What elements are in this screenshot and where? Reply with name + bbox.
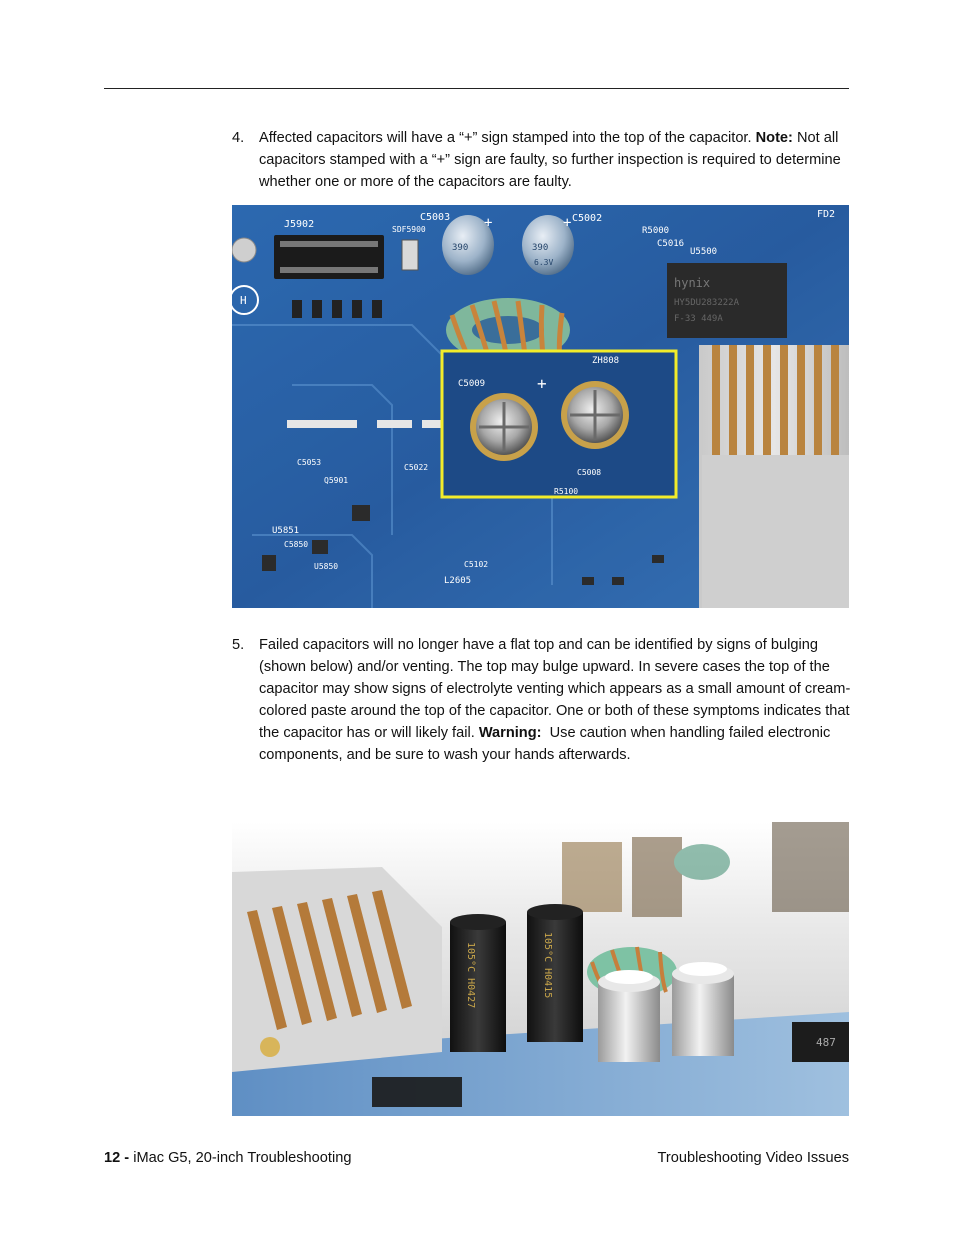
capacitor-c5009	[470, 393, 538, 461]
bulging-capacitor-right	[672, 962, 734, 1056]
footer-left	[104, 1150, 351, 1166]
ic-chip	[372, 1077, 462, 1107]
step-4	[232, 127, 852, 193]
svg-text:390: 390	[452, 243, 469, 253]
doc-title: iMac G5, 20-inch Troubleshooting	[133, 1150, 352, 1166]
svg-text:U5851: U5851	[272, 526, 300, 536]
failed-capacitors-photo	[232, 822, 849, 1116]
connector	[792, 1022, 849, 1062]
svg-text:C5022: C5022	[404, 463, 429, 472]
black-capacitor-left	[450, 914, 506, 1052]
svg-text:U5850: U5850	[314, 562, 339, 571]
svg-text:105°C H0415: 105°C H0415	[542, 932, 553, 999]
svg-text:C5102: C5102	[464, 560, 489, 569]
svg-text:hynix: hynix	[674, 276, 711, 290]
svg-text:+: +	[537, 374, 547, 393]
svg-text:C5003: C5003	[420, 212, 451, 223]
svg-text:F-33 449A: F-33 449A	[674, 314, 723, 324]
svg-text:C5002: C5002	[572, 213, 603, 224]
svg-text:390: 390	[532, 243, 549, 253]
heatsink	[699, 345, 849, 608]
svg-text:105°C H0427: 105°C H0427	[465, 942, 476, 1009]
heatsink	[232, 867, 442, 1072]
note-label: Note:	[755, 130, 793, 146]
svg-text:C5850: C5850	[284, 540, 309, 549]
step-number: 5.	[232, 637, 245, 653]
svg-text:+: +	[484, 215, 493, 231]
svg-text:SDF5900: SDF5900	[392, 225, 426, 234]
page-number: 12 -	[104, 1150, 130, 1166]
svg-text:R5000: R5000	[642, 226, 670, 236]
svg-text:U5500: U5500	[690, 247, 718, 257]
bulging-capacitor-left	[598, 970, 660, 1062]
svg-text:+: +	[563, 215, 572, 231]
svg-text:487: 487	[816, 1036, 836, 1049]
footer-section: Troubleshooting Video Issues	[657, 1150, 849, 1166]
svg-text:H: H	[240, 294, 247, 307]
step-number: 4.	[232, 130, 245, 146]
svg-text:ZH808: ZH808	[592, 356, 620, 366]
header-rule	[104, 88, 849, 89]
svg-text:C5009: C5009	[458, 379, 486, 389]
svg-text:J5902: J5902	[284, 219, 315, 230]
svg-text:C5008: C5008	[577, 468, 602, 477]
svg-text:R5100: R5100	[554, 487, 579, 496]
step-5	[232, 634, 852, 766]
svg-text:FD2: FD2	[817, 209, 836, 220]
svg-text:C5016: C5016	[657, 239, 685, 249]
step-text: Affected capacitors will have a “+” sign stamped into the top of the capacitor. Note: Not all capacitors stamped with a “+” sign are faulty, so further inspection is required to determine whether one or more of the capacitors are faulty.	[259, 130, 841, 190]
capacitor-closeup-inset	[442, 351, 676, 497]
logic-board-photo	[232, 205, 849, 608]
warning-label: Warning:	[478, 725, 542, 741]
memory-chip	[667, 263, 787, 338]
capacitor-c5008	[561, 381, 629, 449]
svg-text:Q5901: Q5901	[324, 476, 349, 485]
black-capacitor-right	[527, 904, 583, 1042]
svg-text:6.3V: 6.3V	[534, 258, 554, 267]
svg-text:C5053: C5053	[297, 458, 322, 467]
svg-text:L2605: L2605	[444, 576, 472, 586]
svg-text:HY5DU283222A: HY5DU283222A	[674, 298, 740, 308]
step-text: Failed capacitors will no longer have a flat top and can be identified by signs of bulging (shown below) and/or venting. The top may bulge upward. In severe cases the top of the capacitor may show signs of electrolyte venting which appears as a small amount of cream-colored paste around the top of the capacitor. One or both of these symptoms indicates that the capacitor has or will likely fail. Warning: Use caution when handling failed electronic components, and be sure to wash your hands afterwards.	[259, 637, 851, 763]
